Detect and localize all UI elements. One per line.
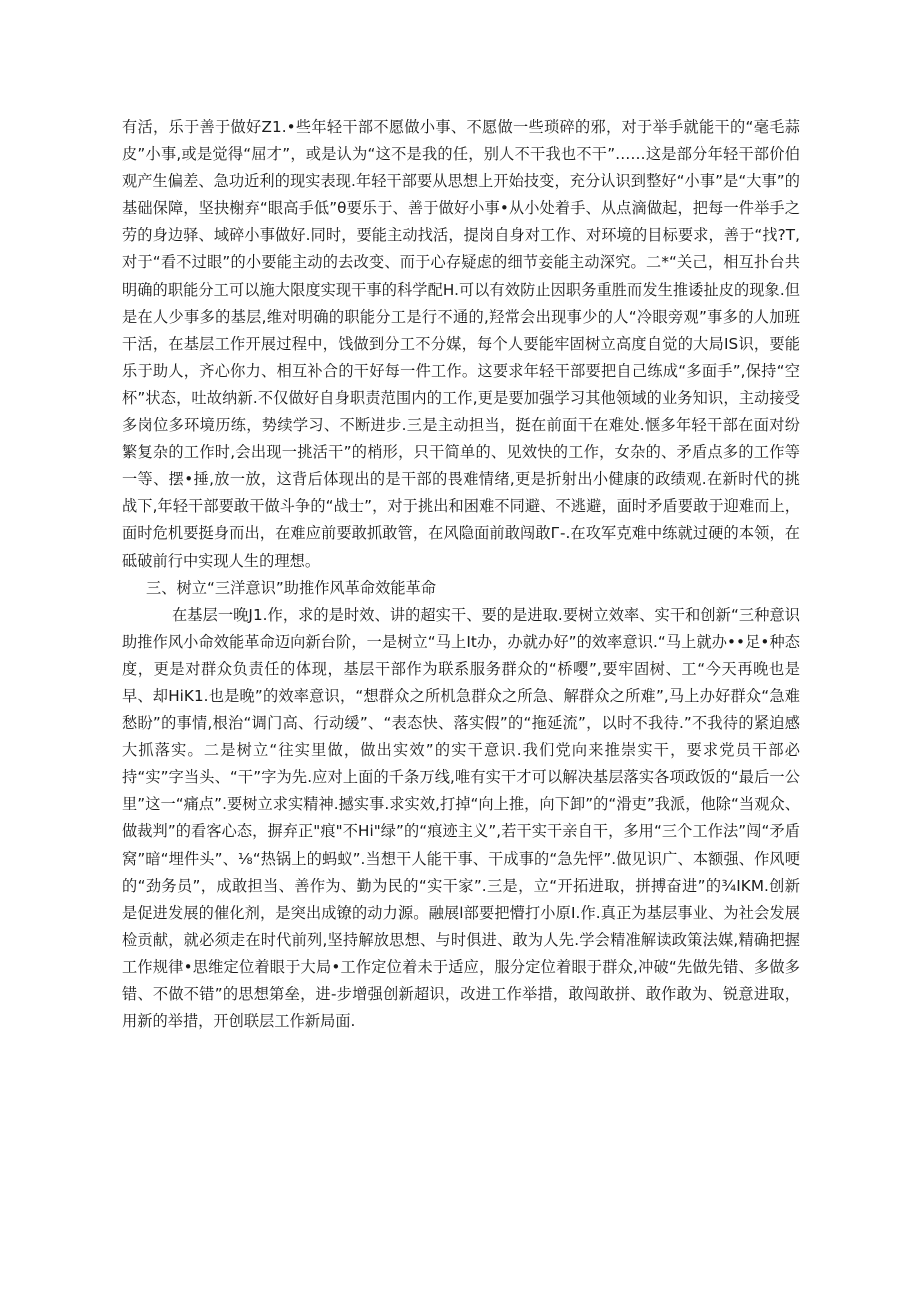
body-paragraph: 在基层一晚J1.作，求的是时效、讲的超实干、要的是进取.要树立效率、实干和创新“三种意识助推作风小命效能革命迈向新台阶，一是树立“马上It办，办就办好”的效率意识.“马上就办••足•种态度，更是对群众负责任的体现，基层干部作为联系服务群众的“桥嘤”,要牢固树、工“今天再晚也是早、却HiK1.也是晚”的效率意识，“想群众之所机急群众之所急、解群众之所难”,马上办好群众“急难愁盼”的事情,根治“调门高、行动缓”、“表态快、落实假”的“拖延流”，以时不我待.”不我待的紧迫感大抓落实。二是树立“往实里做，做出实效”的实干意识.我们党向来推崇实干，要求党员干部必持“实”字当头、“干”字为先.应对上面的千条万线,唯有实干才可以解决基层落实各项政饭的“最后一公里”这一“痛点”.要树立求实精神.撼实事.求实效,打掉“向上推，向下卸”的“滑吏”我派，他除“当观众、做裁判”的看客心态，摒弃正"痕"不Hi"绿”的“痕迹主义”,若干实干亲自干，多用“三个工作法”闯“矛盾窝”暗“埋件头”、⅛“热锅上的蚂蚁”.当想干人能干事、干成事的“急先怦”.做见识广、本额强、作风哽的“劲务员”，成敢担当、善作为、勤为民的“实干家”.三是，立“开拓进取，拼搏奋进”的¾IKM.创新是促进发展的催化剂，是突出成镣的动力源。融展l部要把懵打小原I.作.真正为基层事业、为社会发展检贡献，就必须走在时代前列,坚持解放思想、与时俱进、敢为人先.学会精准解读政策法媒,精确把握工作规律•思维定位着眼于大局•工作定位着未于适应，服分定位着眼于群众,冲破“先做先错、多做多错、不做不错”的思想第垒，进-步增强创新超识，改进工作举措，敢闯敢拼、敢作敢为、锐意进取，用新的举措，开创联层工作新局面. [122, 605, 800, 1031]
section-heading: 三、树立“三洋意识”助推作风革命效能革命 [146, 578, 437, 597]
body-paragraph: 有活，乐于善于做好Z1.•些年轻干部不愿做小事、不愿做一些琐碎的邪，对于举手就能干的“毫毛蒜皮”小事,或是觉得“屈才”，或是认为“这不是我的任，别人不干我也不干”……这是部分年轻干部价伯观产生偏差、急功近利的现实表现.年轻干部要从思想上开始技变，充分认识到整好“小事”是“大事”的基础保障，坚抉榭弃“眼高手低”θ要乐于、善于做好小事•从小处着手、从点滴做起，把每一件举手之劳的身边驿、域碎小事做好.同时，要能主动找活，提岗自身对工作、对环境的目标要求，善于“找?T,对于“看不过眼”的小要能主动的去改变、而于心存疑虑的细节妾能主动深究。二*“关己，相互扑台共明确的职能分工可以施大限度实现干事的科学配H.可以有效防止因职务重胜而发生推诿扯皮的现象.但是在人少事多的基层,维对明确的职能分工是行不通的,羟常会出现事少的人“冷眼旁观”事多的人加班干活，在基层工作开展过程中，饯做到分工不分媒，每个人要能牢固树立高度自觉的大局IS识，要能乐于助人，齐心你力、相互补合的干好每一件工作。这要求年轻干部要把自己练成“多面手”,保持“空杯”状态，吐故纳新.不仅做好自身职责范围内的工作,更是要加强学习其他领域的业务知识，主动接受多岗位多环境历练，势续学习、不断进步.三是主动担当，挺在前面干在难处.惬多年轻干部在面对纷繁复杂的工作时,会出现一挑活干”的梢形，只干简单的、见效快的工作，女杂的、矛盾点多的工作等一等、摆•捶,放一放，这背后体现出的是干部的畏难情绪,更是折射出小健康的政绩观.在新时代的挑战下,年轻干部要敢干做斗争的“战士”，对于挑出和困难不同避、不逃避，面时矛盾要敢于迎难而上，面时危机要挺身而出，在难应前要敢抓敢管，在风隐面前敢闯敢Г-.在攻军克难中练就过硬的本领，在砥破前行中实现人生的理想。 [122, 118, 800, 570]
document-body [122, 114, 800, 1035]
